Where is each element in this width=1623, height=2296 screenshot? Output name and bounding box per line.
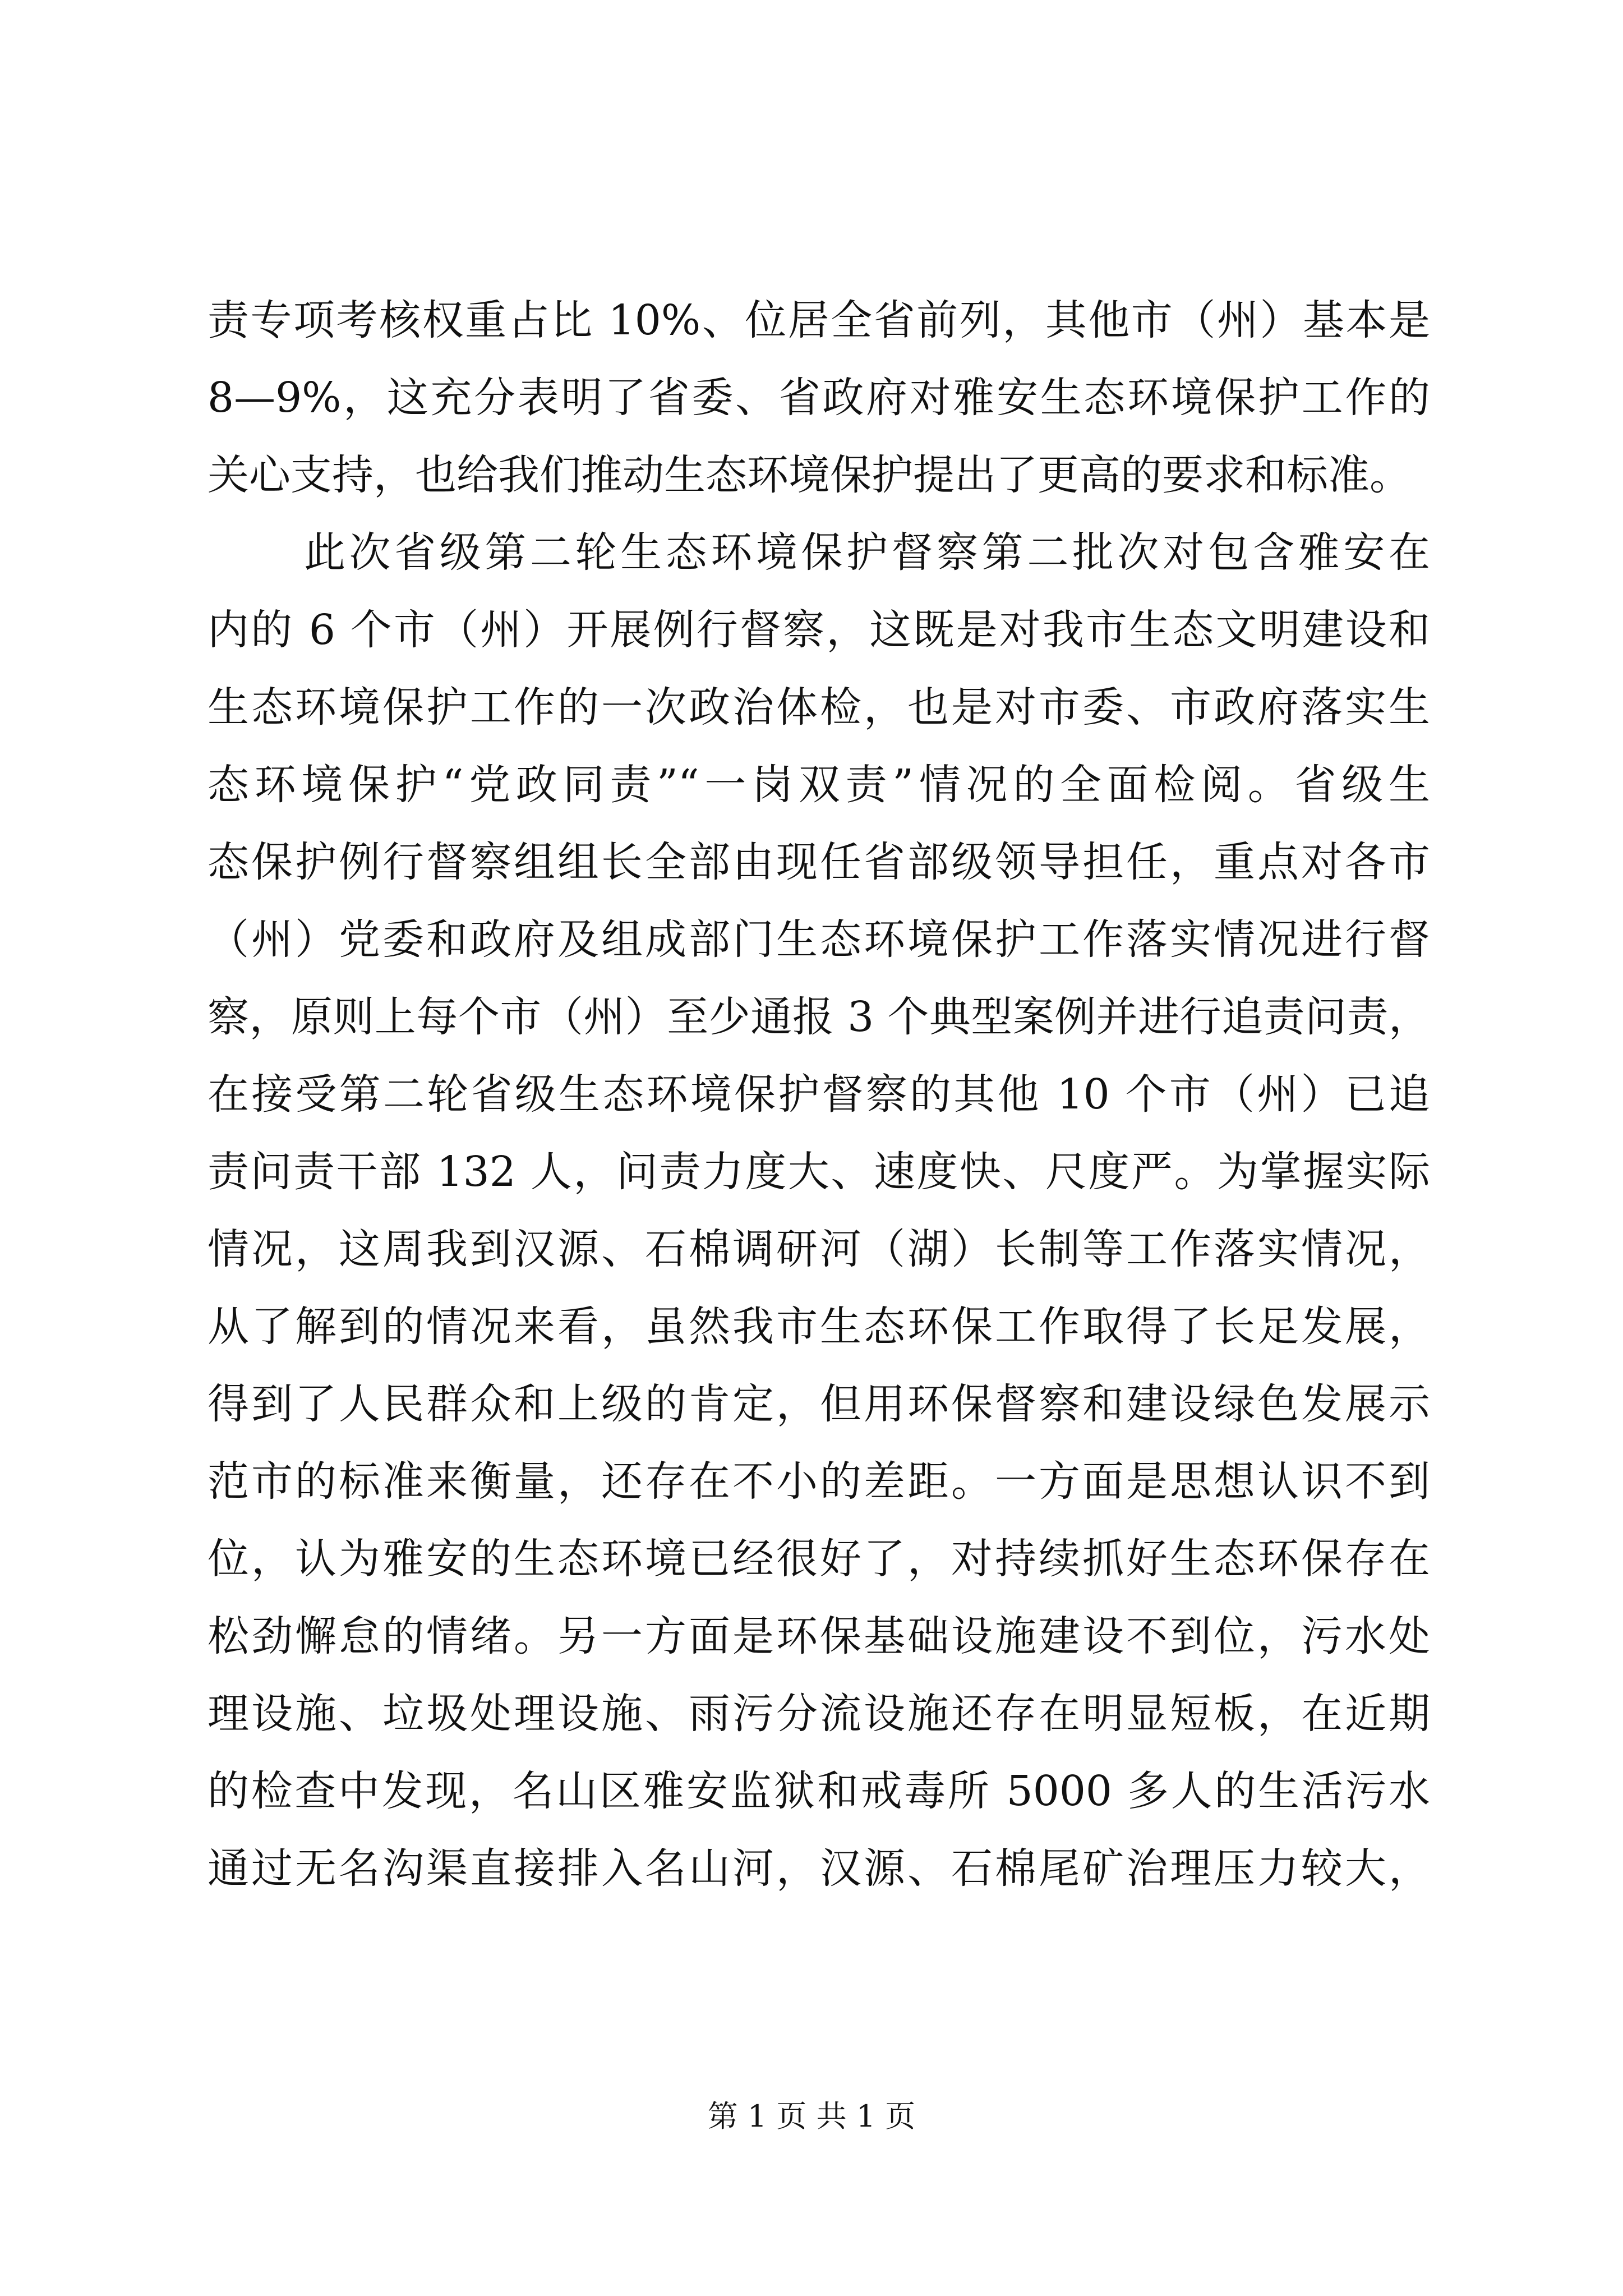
paragraph-2-line-1: 此次省级第二轮生态环境保护督察第二批次对包含雅安在 bbox=[304, 528, 1430, 577]
paragraph-2-line-13: 范市的标准来衡量，还存在不小的差距。一方面是思想认识不到 bbox=[208, 1457, 1430, 1506]
paragraph-2-line-3: 生态环境保护工作的一次政治体检，也是对市委、市政府落实生 bbox=[208, 683, 1430, 731]
document-body bbox=[208, 282, 1430, 1907]
paragraph-2-line-4: 态环境保护“党政同责”“一岗双责”情况的全面检阅。省级生 bbox=[208, 761, 1430, 809]
paragraph-2-line-11: 从了解到的情况来看，虽然我市生态环保工作取得了长足发展， bbox=[208, 1303, 1430, 1351]
paragraph-2-line-5: 态保护例行督察组组长全部由现任省部级领导担任，重点对各市 bbox=[208, 838, 1430, 886]
paragraph-2-line-2: 内的 6 个市（州）开展例行督察，这既是对我市生态文明建设和 bbox=[208, 606, 1430, 654]
page-footer bbox=[0, 2097, 1623, 2136]
page-number-label: 第 1 页 共 1 页 bbox=[707, 2099, 916, 2134]
paragraph-2-line-12: 得到了人民群众和上级的肯定，但用环保督察和建设绿色发展示 bbox=[208, 1380, 1430, 1428]
paragraph-2-line-15: 松劲懈怠的情绪。另一方面是环保基础设施建设不到位，污水处 bbox=[208, 1612, 1430, 1660]
paragraph-2-line-14: 位，认为雅安的生态环境已经很好了，对持续抓好生态环保存在 bbox=[208, 1535, 1430, 1583]
paragraph-2-line-7: 察，原则上每个市（州）至少通报 3 个典型案例并进行追责问责， bbox=[208, 993, 1430, 1041]
paragraph-2-line-17: 的检查中发现，名山区雅安监狱和戒毒所 5000 多人的生活污水 bbox=[208, 1767, 1430, 1815]
paragraph-1-line-1: 责专项考核权重占比 10%、位居全省前列，其他市（州）基本是 bbox=[208, 296, 1430, 344]
paragraph-2-line-6: （州）党委和政府及组成部门生态环境保护工作落实情况进行督 bbox=[208, 915, 1430, 964]
paragraph-1-line-2: 8—9%，这充分表明了省委、省政府对雅安生态环境保护工作的 bbox=[208, 374, 1430, 422]
paragraph-2-line-18: 通过无名沟渠直接排入名山河，汉源、石棉尾矿治理压力较大， bbox=[208, 1844, 1430, 1893]
paragraph-2-line-9: 责问责干部 132 人，问责力度大、速度快、尺度严。为掌握实际 bbox=[208, 1148, 1430, 1196]
paragraph-1-line-3: 关心支持，也给我们推动生态环境保护提出了更高的要求和标准。 bbox=[208, 451, 1411, 499]
paragraph-2-line-16: 理设施、垃圾处理设施、雨污分流设施还存在明显短板，在近期 bbox=[208, 1690, 1430, 1738]
paragraph-2-line-8: 在接受第二轮省级生态环境保护督察的其他 10 个市（州）已追 bbox=[208, 1070, 1430, 1119]
paragraph-2-line-10: 情况，这周我到汉源、石棉调研河（湖）长制等工作落实情况， bbox=[208, 1225, 1430, 1273]
